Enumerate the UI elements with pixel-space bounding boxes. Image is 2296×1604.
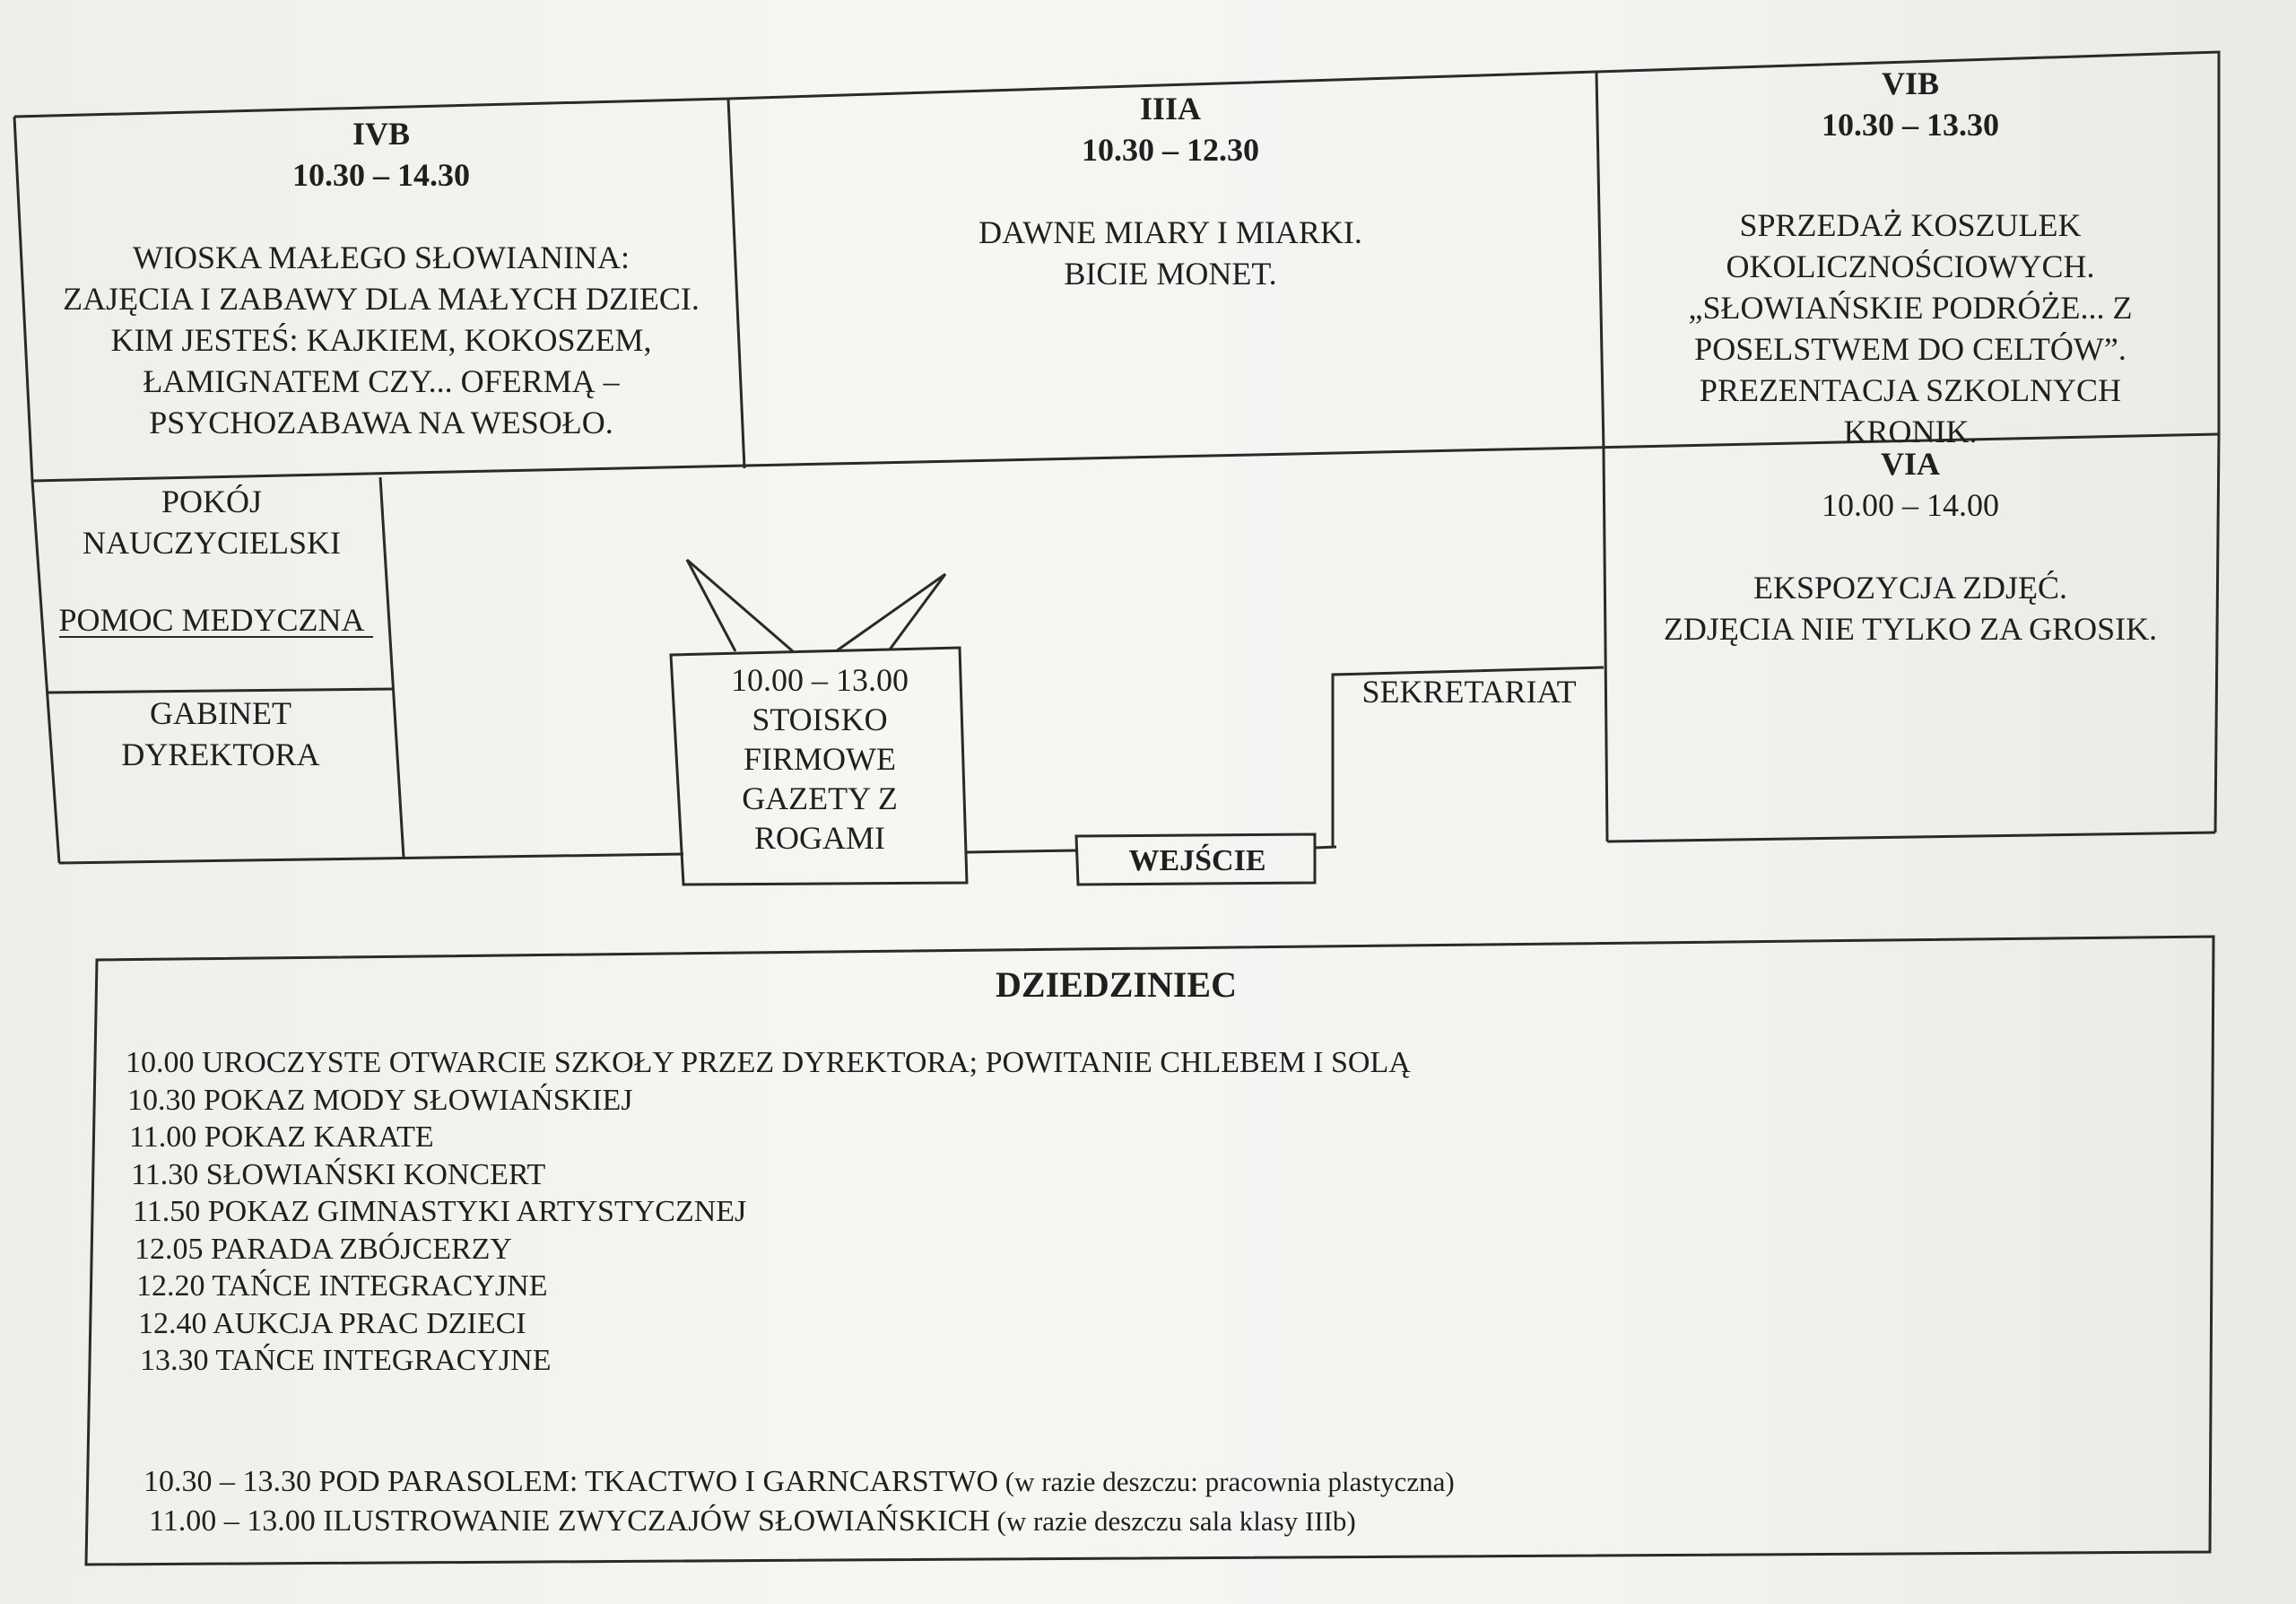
room-iiia <box>744 88 1596 294</box>
wall-via-left <box>1604 450 1607 841</box>
room-vib-desc-2: OKOLICZNOŚCIOWYCH. <box>1726 248 2095 284</box>
room-vib-desc-1: SPRZEDAŻ KOSZULEK <box>1739 207 2082 243</box>
room-ivb-desc-3: KIM JESTEŚ: KAJKIEM, KOKOSZEM, <box>110 322 652 358</box>
teachers-line-2: NAUCZYCIELSKI <box>83 525 341 561</box>
room-vib-desc-4: POSELSTWEM DO CELTÓW”. <box>1694 331 2126 367</box>
room-vib <box>1605 63 2215 452</box>
courtyard-title: DZIEDZINIEC <box>996 964 1237 1005</box>
room-vib-name: VIB <box>1881 65 1940 101</box>
schedule-item: 11.00 POKAZ KARATE <box>129 1120 434 1154</box>
stand-line-5: ROGAMI <box>753 820 885 856</box>
director-line-2: DYREKTORA <box>121 737 320 772</box>
director-line-1: GABINET <box>150 695 291 731</box>
teachers-line-1: POKÓJ <box>161 484 263 519</box>
entrance-label: WEJŚCIE <box>1128 844 1266 877</box>
schedule-item: 10.30 POKAZ MODY SŁOWIAŃSKIEJ <box>127 1083 633 1117</box>
schedule-item: 12.20 TAŃCE INTEGRACYJNE <box>136 1269 548 1303</box>
wall-iiia-vib <box>1596 72 1604 450</box>
wall-entrance-secretariat <box>1315 847 1336 848</box>
room-vib-desc-5: PREZENTACJA SZKOLNYCH <box>1699 372 2122 408</box>
stand-line-4: GAZETY Z <box>742 780 898 816</box>
wall-via-right <box>2215 434 2219 833</box>
room-director <box>50 693 391 775</box>
room-via-desc-1: EKSPOZYCJA ZDJĘĆ. <box>1752 570 2068 606</box>
room-via <box>1614 443 2206 649</box>
wall-stand-entrance <box>967 850 1076 852</box>
extra-item <box>149 1502 1455 1541</box>
courtyard-extra <box>144 1462 1455 1541</box>
room-vib-desc-3: „SŁOWIAŃSKIE PODRÓŻE... Z <box>1688 290 2133 326</box>
courtyard-schedule <box>126 1044 1411 1380</box>
medical-help-label: POMOC MEDYCZNA <box>58 602 365 638</box>
schedule-item: 11.30 SŁOWIAŃSKI KONCERT <box>131 1157 546 1191</box>
room-teachers <box>45 481 378 641</box>
extra-item-note: (w razie deszczu: pracownia plastyczna) <box>998 1466 1455 1497</box>
room-via-name: VIA <box>1880 446 1940 482</box>
schedule-item: 13.30 TAŃCE INTEGRACYJNE <box>140 1344 552 1377</box>
room-ivb-desc-5: PSYCHOZABAWA NA WESOŁO. <box>149 405 613 440</box>
schedule-item: 12.40 AUKCJA PRAC DZIECI <box>138 1306 526 1340</box>
extra-item-note: (w razie deszczu sala klasy IIIb) <box>989 1505 1356 1537</box>
room-via-desc-2: ZDJĘCIA NIE TYLKO ZA GROSIK. <box>1663 611 2158 647</box>
room-ivb-name: IVB <box>352 116 411 152</box>
extra-item-main: 10.30 – 13.30 POD PARASOLEM: TKACTWO I GARNCARSTWO <box>144 1465 999 1498</box>
wall-bottom-right <box>1607 833 2215 841</box>
room-ivb-desc-1: WIOSKA MAŁEGO SŁOWIANINA: <box>133 240 630 275</box>
stand <box>678 660 961 858</box>
wall-teachers-right <box>380 477 404 858</box>
stand-line-2: STOISKO <box>752 702 888 737</box>
room-iiia-desc-1: DAWNE MIARY I MIARKI. <box>978 214 1362 250</box>
schedule-item: 10.00 UROCZYSTE OTWARCIE SZKOŁY PRZEZ DYREKTORA; POWITANIE CHLEBEM I SOLĄ <box>126 1046 1411 1079</box>
schedule-item: 12.05 PARADA ZBÓJCERZY <box>135 1232 512 1266</box>
stand-line-1: 10.00 – 13.00 <box>731 662 909 698</box>
stand-antenna-right <box>836 574 945 651</box>
stand-line-3: FIRMOWE <box>744 741 896 777</box>
extra-item <box>144 1462 1455 1502</box>
room-ivb-desc-2: ZAJĘCIA I ZABAWY DLA MAŁYCH DZIECI. <box>63 281 700 317</box>
secretariat-label: SEKRETARIAT <box>1361 674 1577 710</box>
room-ivb-desc-4: ŁAMIGNATEM CZY... OFERMĄ – <box>143 363 620 399</box>
room-via-time: 10.00 – 14.00 <box>1822 487 1999 523</box>
room-ivb-time: 10.30 – 14.30 <box>292 157 470 193</box>
wall-bottom-left <box>59 854 683 863</box>
stand-antenna-left <box>687 560 793 651</box>
schedule-item: 11.50 POKAZ GIMNASTYKI ARTYSTYCZNEJ <box>133 1195 747 1228</box>
room-iiia-time: 10.30 – 12.30 <box>1082 132 1259 168</box>
room-iiia-name: IIIA <box>1139 91 1202 126</box>
extra-item-main: 11.00 – 13.00 ILUSTROWANIE ZWYCZAJÓW SŁOWIAŃSKICH <box>149 1504 990 1538</box>
room-ivb <box>27 113 735 443</box>
room-vib-desc-6: KRONIK. <box>1843 414 1978 449</box>
room-vib-time: 10.30 – 13.30 <box>1822 107 1999 143</box>
room-iiia-desc-2: BICIE MONET. <box>1064 256 1277 292</box>
